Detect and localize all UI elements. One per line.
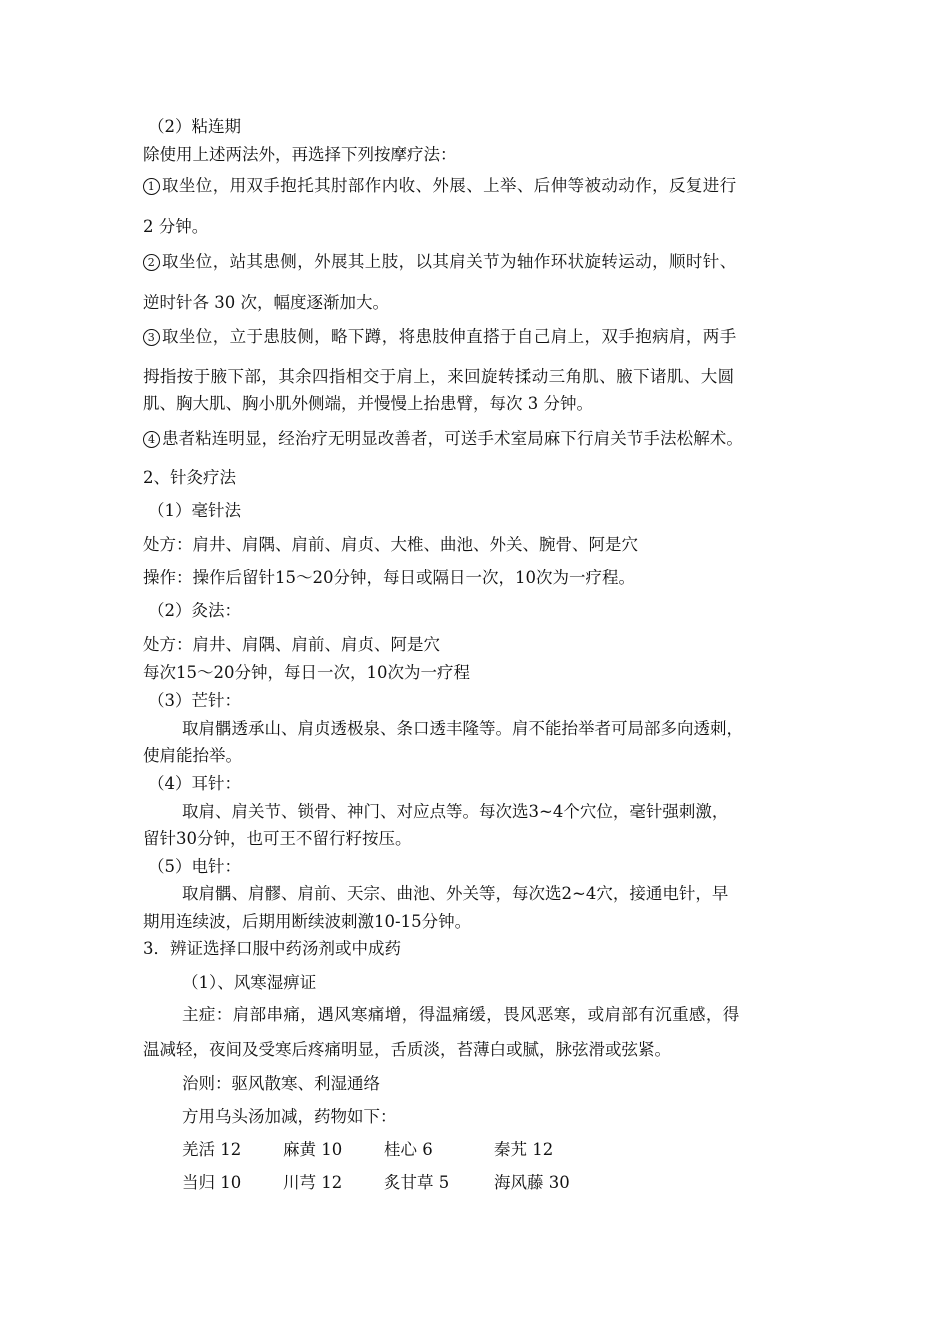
circled-number-marker: 4 bbox=[143, 431, 160, 448]
subsection-title-ear-acupuncture: （4）耳针： bbox=[148, 774, 241, 793]
subsection-title-electro-acupuncture: （5）电针： bbox=[148, 857, 241, 876]
herb-item: 麻黄 10 bbox=[283, 1140, 343, 1159]
treatment-principle: 治则：驱风散寒、利湿通络 bbox=[182, 1074, 380, 1093]
subsection-title-elongated-needle: （3）芒针： bbox=[148, 691, 241, 710]
elongated-needle-text: 取肩髃透承山、肩贞透极泉、条口透丰隆等。肩不能抬举者可局部多向透刺， bbox=[182, 719, 743, 738]
massage-item-3-cont-1: 拇指按于腋下部，其余四指相交于肩上，来回旋转揉动三角肌、腋下诸肌、大圆 bbox=[143, 367, 735, 386]
formula-intro: 方用乌头汤加减，药物如下： bbox=[182, 1107, 397, 1126]
massage-item-3: 3 取坐位，立于患肢侧，略下蹲，将患肢伸直搭于自己肩上，双手抱病肩，两手 bbox=[143, 329, 737, 346]
herb-item: 海风藤 30 bbox=[494, 1173, 570, 1192]
section-title-adhesion-stage: （2）粘连期 bbox=[148, 117, 241, 136]
herb-item: 秦艽 12 bbox=[494, 1140, 554, 1159]
massage-item-3-cont-2: 肌、胸大肌、胸小肌外侧端，并慢慢上抬患臂，每次 3 分钟。 bbox=[143, 394, 593, 413]
moxibustion-course: 每次15～20分钟，每日一次，10次为一疗程 bbox=[143, 663, 470, 682]
massage-item-4: 4 患者粘连明显，经治疗无明显改善者，可送手术室局麻下行肩关节手法松解术。 bbox=[143, 431, 743, 448]
ear-acupuncture-text: 取肩、肩关节、锁骨、神门、对应点等。每次选3~4个穴位，毫针强刺激， bbox=[182, 802, 729, 821]
syndrome-title-wind-cold-damp: （1）、风寒湿痹证 bbox=[182, 973, 317, 992]
adhesion-intro: 除使用上述两法外，再选择下列按摩疗法： bbox=[143, 145, 457, 164]
herb-item: 当归 10 bbox=[182, 1173, 242, 1192]
filiform-operation: 操作：操作后留针15～20分钟，每日或隔日一次，10次为一疗程。 bbox=[143, 568, 635, 587]
massage-item-2-cont: 逆时针各 30 次，幅度逐渐加大。 bbox=[143, 293, 389, 312]
herb-item: 川芎 12 bbox=[283, 1173, 343, 1192]
subsection-title-filiform-needle: （1）毫针法 bbox=[148, 501, 241, 520]
section-title-acupuncture: 2、针灸疗法 bbox=[143, 468, 236, 487]
filiform-prescription: 处方：肩井、肩隅、肩前、肩贞、大椎、曲池、外关、腕骨、阿是穴 bbox=[143, 535, 638, 554]
massage-item-1: 1 取坐位，用双手抱托其肘部作内收、外展、上举、后伸等被动动作，反复进行 bbox=[143, 178, 737, 195]
subsection-title-moxibustion: （2）灸法： bbox=[148, 601, 241, 620]
massage-item-2: 2 取坐位，站其患侧，外展其上肢，以其肩关节为轴作环状旋转运动，顺时针、 bbox=[143, 254, 737, 271]
herb-item: 桂心 6 bbox=[384, 1140, 433, 1159]
main-symptoms-cont: 温减轻，夜间及受寒后疼痛明显，舌质淡，苔薄白或腻，脉弦滑或弦紧。 bbox=[143, 1040, 671, 1059]
massage-item-1-cont: 2 分钟。 bbox=[143, 217, 209, 236]
electro-acupuncture-text: 取肩髃、肩髎、肩前、天宗、曲池、外关等，每次选2~4穴，接通电针，早 bbox=[182, 884, 729, 903]
section-title-herbal-medicine: 3．辨证选择口服中药汤剂或中成药 bbox=[143, 939, 401, 958]
circled-number-marker: 1 bbox=[143, 178, 160, 195]
herb-item: 羌活 12 bbox=[182, 1140, 242, 1159]
circled-number-marker: 2 bbox=[143, 254, 160, 271]
herb-item: 炙甘草 5 bbox=[384, 1173, 450, 1192]
elongated-needle-text-cont: 使肩能抬举。 bbox=[143, 746, 242, 765]
electro-acupuncture-text-cont: 期用连续波，后期用断续波刺激10-15分钟。 bbox=[143, 912, 472, 931]
moxibustion-prescription: 处方：肩井、肩隅、肩前、肩贞、阿是穴 bbox=[143, 635, 440, 654]
ear-acupuncture-text-cont: 留针30分钟，也可王不留行籽按压。 bbox=[143, 829, 412, 848]
main-symptoms: 主症：肩部串痛，遇风寒痛增，得温痛缓，畏风恶寒，或肩部有沉重感，得 bbox=[182, 1005, 740, 1024]
circled-number-marker: 3 bbox=[143, 329, 160, 346]
